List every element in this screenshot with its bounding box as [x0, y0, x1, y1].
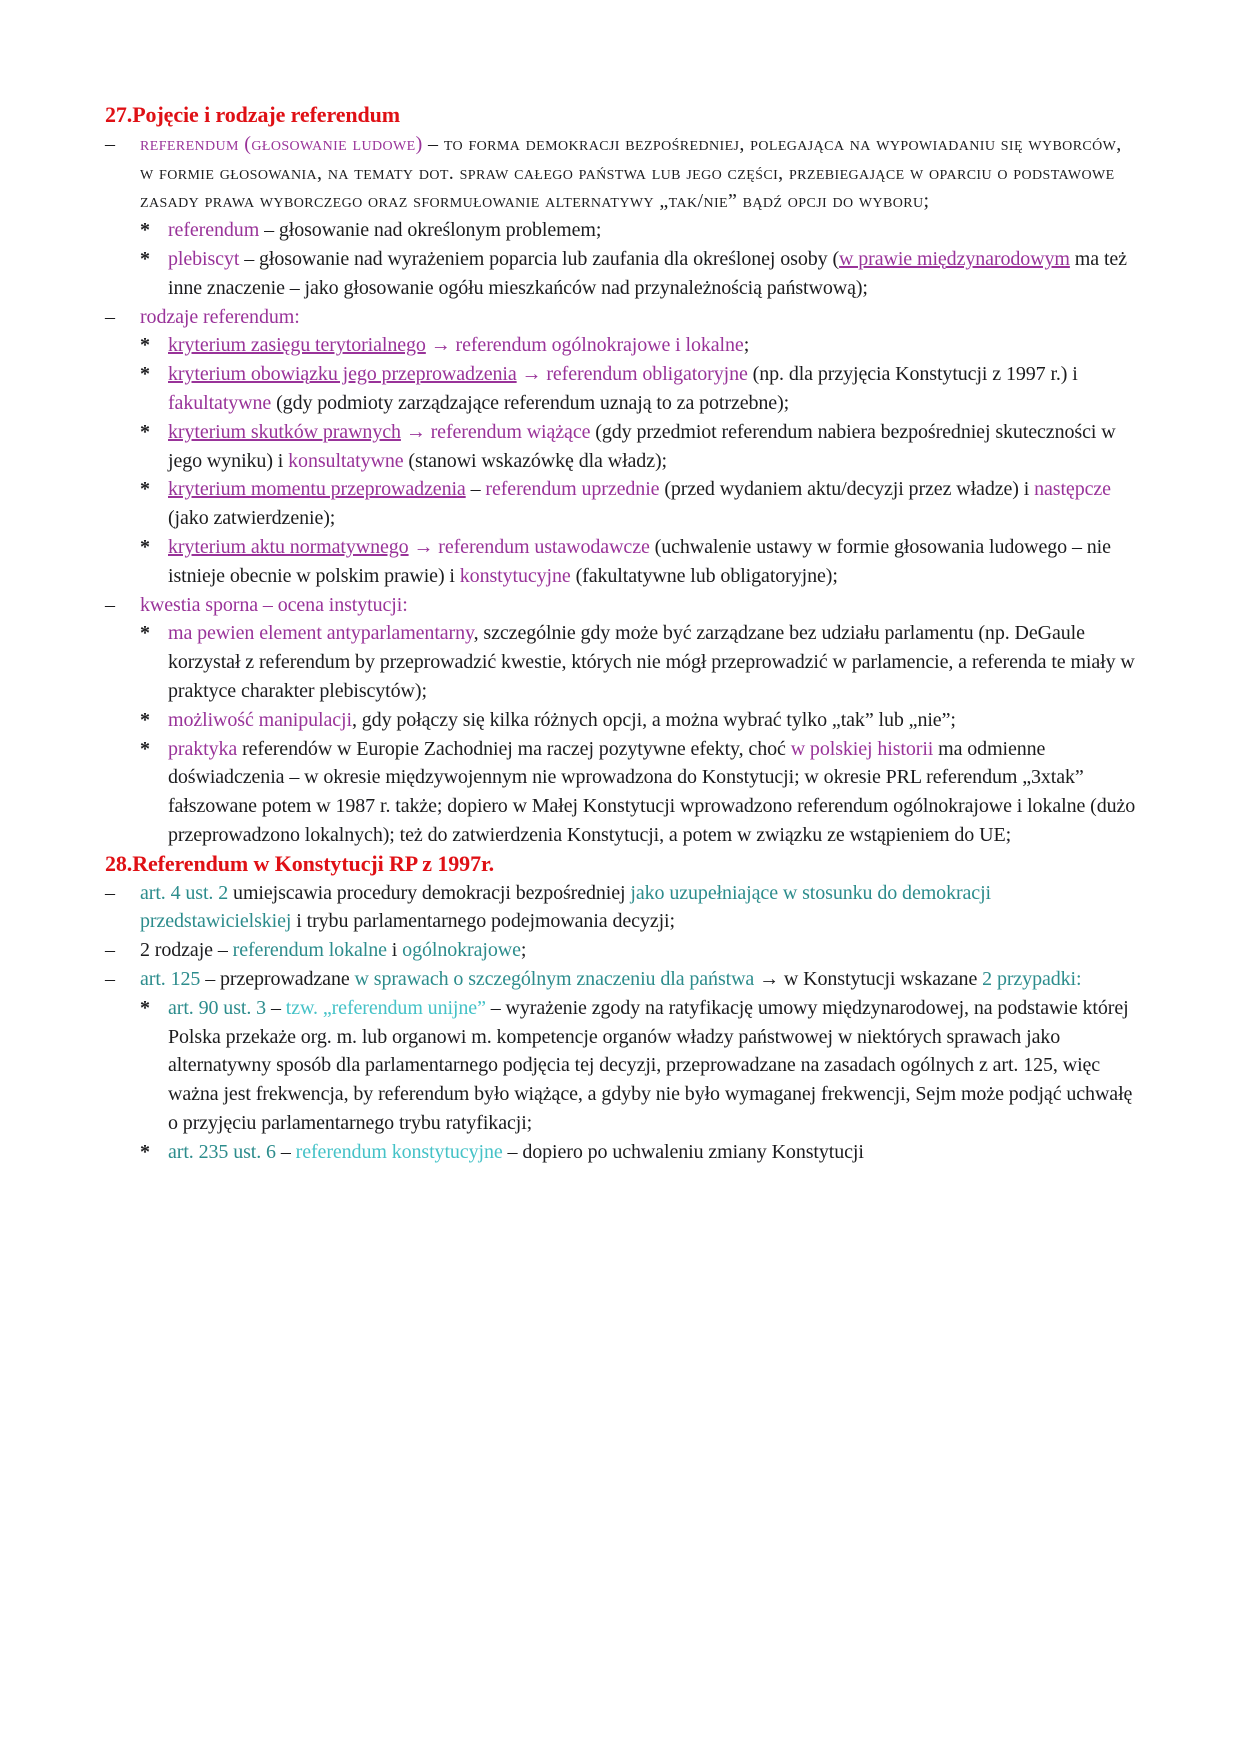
dash-bullet-marker: – — [105, 305, 115, 328]
text-segment: → — [408, 535, 439, 558]
text-segment: referendów w Europie Zachodniej ma raczej pozytywne efekty, choć — [237, 737, 791, 760]
item-text — [140, 965, 1140, 994]
item-text — [168, 245, 1140, 303]
text-segment: – dopiero po uchwaleniu zmiany Konstytucji — [502, 1140, 864, 1163]
text-segment: w prawie międzynarodowym — [839, 247, 1070, 270]
list-item — [105, 706, 1140, 735]
item-text — [168, 706, 1140, 735]
text-segment: konsultatywne — [288, 449, 404, 472]
item-text — [168, 994, 1140, 1138]
text-segment: jako uzupełniające w stosunku do demokracji przedstawicielskiej — [140, 881, 996, 933]
text-segment: w sprawach o szczególnym znaczeniu dla państwa — [354, 967, 755, 990]
text-segment: → — [516, 363, 547, 386]
text-segment: kryterium aktu normatywnego — [168, 535, 409, 558]
document-content — [105, 101, 1140, 1166]
item-text — [140, 130, 1140, 216]
text-segment: , gdy połączy się kilka różnych opcji, a można wybrać tylko „tak” lub „nie”; — [351, 708, 956, 731]
text-segment: ; — [743, 334, 750, 357]
list-item — [105, 735, 1140, 850]
text-segment: – przeprowadzane — [200, 967, 355, 990]
text-segment: referendum ustawodawcze — [438, 535, 650, 558]
text-segment: fakultatywne — [168, 391, 272, 414]
text-segment: kryterium momentu przeprowadzenia — [168, 478, 466, 501]
item-text — [168, 475, 1140, 533]
list-item — [105, 879, 1140, 937]
text-segment: referendum lokalne — [232, 939, 387, 962]
text-segment: art. 90 ust. 3 — [168, 996, 267, 1019]
item-text — [168, 216, 1140, 245]
list-item — [105, 360, 1140, 418]
list-item — [105, 475, 1140, 533]
text-segment: tzw. „referendum unijne” — [285, 996, 486, 1019]
text-segment: ma też inne znaczenie – jako głosowanie ogółu mieszkańców nad przynależnością państwową); — [168, 247, 1132, 299]
list-item — [105, 216, 1140, 245]
dash-bullet-marker: – — [105, 881, 115, 904]
item-text — [140, 591, 1140, 620]
star-bullet-marker: * — [140, 708, 150, 731]
text-segment: → w Konstytucji wskazane — [754, 967, 983, 990]
text-segment: ma odmienne doświadczenia – w okresie międzywojennym nie wprowadzona do Konstytucji; w okresie PRL referendum „3xtak” fałszowane potem w 1987 r. także; dopiero w Małej Konstytucji wprowadzono referendum ogólnokrajowe i lokalne (dużo przeprowadzono lokalnych); też do zatwierdzenia Konstytucji, a potem w związku ze wstąpieniem do UE; — [168, 737, 1141, 846]
text-segment: , szczególnie gdy może być zarządzane bez udziału parlamentu (np. DeGaule korzystał z referendum by przeprowadzić kwestie, których nie mógł przeprowadzić w parlamencie, a referenda te miały w praktyce charakter plebiscytów); — [168, 622, 1140, 702]
text-segment: (np. dla przyjęcia Konstytucji z 1997 r.) i — [747, 363, 1083, 386]
text-segment: art. 4 ust. 2 — [140, 881, 229, 904]
text-segment: umiejscawia procedury demokracji bezpośredniej — [228, 881, 631, 904]
list-item — [105, 994, 1140, 1138]
text-segment: następcze — [1034, 478, 1111, 501]
item-text — [140, 303, 1140, 332]
item-text — [168, 735, 1140, 850]
text-segment: – — [275, 1140, 296, 1163]
text-segment: referendum wiążące — [430, 420, 591, 443]
text-segment: referendum obligatoryjne — [546, 363, 748, 386]
star-bullet-marker: * — [140, 996, 150, 1019]
text-segment: 2 przypadki: — [982, 967, 1082, 990]
text-segment: referendum uprzednie — [485, 478, 660, 501]
text-segment: (przed wydaniem aktu/decyzji przez władze) i — [659, 478, 1035, 501]
list-item — [105, 130, 1140, 216]
text-segment: kwestia sporna – ocena instytucji: — [140, 593, 408, 616]
text-segment: (fakultatywne lub obligatoryjne); — [570, 564, 838, 587]
text-segment: konstytucyjne — [459, 564, 571, 587]
star-bullet-marker: * — [140, 420, 150, 443]
text-segment: praktyka — [168, 737, 238, 760]
item-text — [168, 533, 1140, 591]
text-segment: (uchwalenie ustawy w formie głosowania ludowego – nie istnieje obecnie w polskim prawie) i — [168, 535, 1116, 587]
list-item — [105, 533, 1140, 591]
text-segment: i — [386, 939, 403, 962]
text-segment: możliwość manipulacji — [168, 708, 352, 731]
star-bullet-marker: * — [140, 622, 150, 645]
item-text — [168, 1138, 1140, 1167]
section-heading: 27.Pojęcie i rodzaje referendum — [105, 102, 401, 127]
text-segment: (jako zatwierdzenie); — [168, 478, 1116, 530]
list-item — [105, 619, 1140, 705]
text-segment: i trybu parlamentarnego podejmowania decyzji; — [291, 910, 675, 933]
text-segment: referendum — [168, 219, 260, 242]
text-segment: ogólnokrajowe — [402, 939, 521, 962]
list-item — [105, 591, 1140, 620]
text-segment: – głosowanie nad określonym problemem; — [259, 219, 602, 242]
text-segment: – — [266, 996, 286, 1019]
star-bullet-marker: * — [140, 363, 150, 386]
text-segment: art. 125 — [140, 967, 201, 990]
text-segment: kryterium zasięgu terytorialnego — [168, 334, 426, 357]
section-heading: 28.Referendum w Konstytucji RP z 1997r. — [105, 850, 495, 876]
text-segment: (stanowi wskazówkę dla władz); — [403, 449, 667, 472]
list-item — [105, 936, 1140, 965]
star-bullet-marker: * — [140, 535, 150, 558]
text-segment: → — [425, 334, 456, 357]
text-segment: referendum konstytucyjne — [295, 1140, 503, 1163]
text-segment: ; — [520, 939, 527, 962]
list-item — [105, 331, 1140, 360]
list-item — [105, 418, 1140, 476]
item-text — [168, 360, 1140, 418]
item-text — [140, 936, 1140, 965]
star-bullet-marker: * — [140, 247, 150, 270]
list-item — [105, 303, 1140, 332]
list-item — [105, 1138, 1140, 1167]
item-text — [140, 879, 1140, 937]
item-text — [168, 619, 1140, 705]
list-item — [105, 965, 1140, 994]
text-segment: – — [465, 478, 486, 501]
star-bullet-marker: * — [140, 334, 150, 357]
text-segment: art. 235 ust. 6 — [168, 1140, 276, 1163]
text-segment: kryterium obowiązku jego przeprowadzenia — [168, 363, 517, 386]
text-segment: referendum (głosowanie ludowe) — [140, 132, 423, 155]
star-bullet-marker: * — [140, 478, 150, 501]
list-item — [105, 245, 1140, 303]
text-segment: (gdy podmioty zarządzające referendum uznają to za potrzebne); — [271, 391, 790, 414]
text-segment: referendum ogólnokrajowe i lokalne — [455, 334, 744, 357]
text-segment: ma pewien element antyparlamentarny — [168, 622, 474, 645]
star-bullet-marker: * — [140, 1140, 150, 1163]
star-bullet-marker: * — [140, 737, 150, 760]
text-segment: – głosowanie nad wyrażeniem poparcia lub zaufania dla określonej osoby ( — [239, 247, 840, 270]
text-segment: 2 rodzaje – — [140, 939, 233, 962]
text-segment: – to forma demokracji bezpośredniej, polegająca na wypowiadaniu się wyborców, w formie głosowania, na tematy dot. spraw całego państwa lub jego części, przebiegające w oparciu o podstawowe zasady prawa wyborczego oraz sformułowanie alternatywy „tak/nie” bądź opcji do wyboru; — [140, 132, 1128, 213]
dash-bullet-marker: – — [105, 132, 115, 155]
text-segment: rodzaje referendum: — [140, 305, 300, 328]
item-text — [168, 418, 1140, 476]
dash-bullet-marker: – — [105, 939, 115, 962]
text-segment: plebiscyt — [168, 247, 240, 270]
dash-bullet-marker: – — [105, 967, 115, 990]
text-segment: kryterium skutków prawnych — [168, 420, 401, 443]
text-segment: (gdy przedmiot referendum nabiera bezpośredniej skuteczności w jego wyniku) i — [168, 420, 1121, 472]
star-bullet-marker: * — [140, 219, 150, 242]
item-text — [168, 331, 1140, 360]
dash-bullet-marker: – — [105, 593, 115, 616]
text-segment: → — [400, 420, 431, 443]
text-segment: – wyrażenie zgody na ratyfikację umowy międzynarodowej, na podstawie której Polska przekaże org. m. lub organowi m. kompetencje organów władzy państwowej w niektórych sprawach jako alternatywny sposób dla parlamentarnego podjęcia tej decyzji, przeprowadzane na zasadach ogólnych z art. 125, więc ważna jest frekwencja, by referendum było wiążące, a gdyby nie było wymaganej frekwencji, Sejm może podjąć uchwałę o przyjęciu parlamentarnego trybu ratyfikacji; — [168, 996, 1138, 1134]
text-segment: w polskiej historii — [790, 737, 934, 760]
